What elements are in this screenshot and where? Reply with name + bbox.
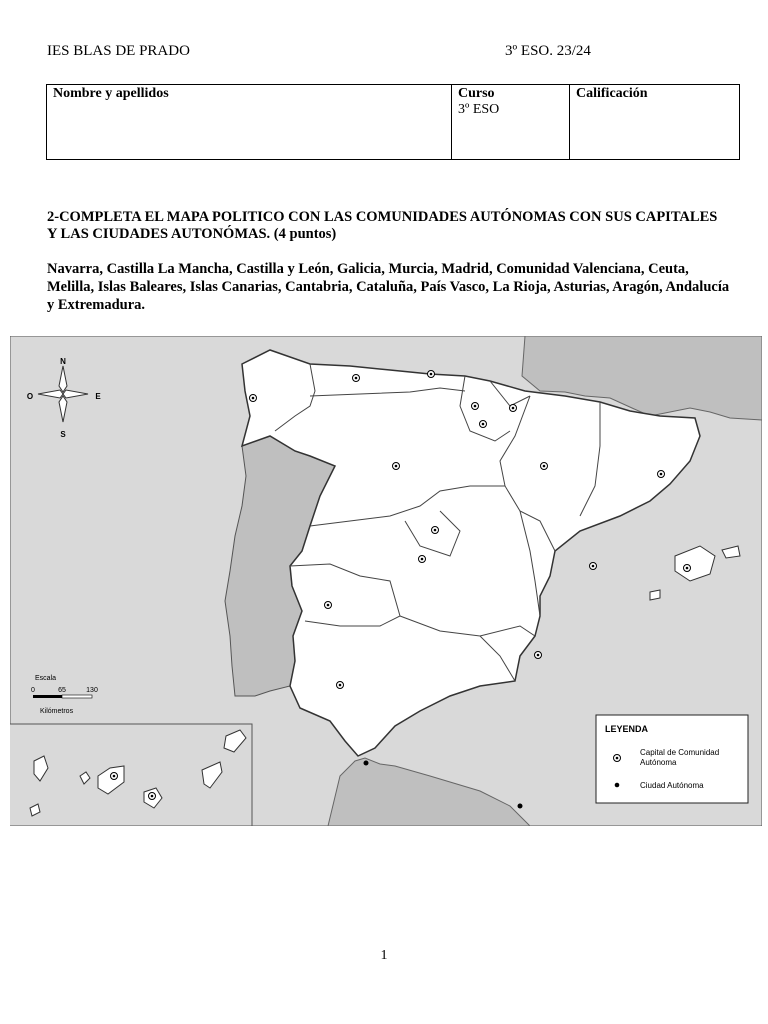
- capital-marker: [325, 602, 332, 609]
- capital-marker: [250, 395, 257, 402]
- capital-marker: [535, 652, 542, 659]
- student-info-table: [46, 84, 740, 160]
- compass-west: O: [26, 392, 34, 401]
- capital-marker: [590, 563, 597, 570]
- city-marker-ceuta: [364, 761, 369, 766]
- capital-marker: [393, 463, 400, 470]
- scale-tick: 65: [58, 687, 66, 694]
- course-label: Curso: [458, 86, 495, 101]
- name-label: Nombre y apellidos: [53, 86, 169, 101]
- course-value: 3º ESO: [458, 102, 500, 117]
- legend-capital: Capital de Comunidad: [640, 748, 720, 757]
- compass-south: S: [60, 430, 66, 439]
- grade-label: Calificación: [576, 86, 648, 101]
- capital-marker: [337, 682, 344, 689]
- legend-title: LEYENDA: [605, 724, 649, 734]
- compass-east: E: [95, 392, 101, 401]
- scale-unit: Kilómetros: [40, 708, 74, 715]
- capital-marker: [541, 463, 548, 470]
- scale-title: Escala: [35, 675, 57, 682]
- capital-marker: [510, 405, 517, 412]
- legend-city: Ciudad Autónoma: [640, 781, 704, 790]
- scale-tick: 130: [86, 687, 98, 694]
- capital-marker: [684, 565, 691, 572]
- page-number: 1: [380, 948, 388, 963]
- city-marker-melilla: [518, 804, 523, 809]
- capital-marker: [432, 527, 439, 534]
- capital-marker: [472, 403, 479, 410]
- capital-marker: [353, 375, 360, 382]
- legend-capital-cont: Autónoma: [640, 758, 677, 767]
- capital-marker: [480, 421, 487, 428]
- map-legend: [596, 715, 748, 803]
- grade-cell: [570, 85, 740, 160]
- capital-marker: [419, 556, 426, 563]
- regions-list: Navarra, Castilla La Mancha, Castilla y León, Galicia, Murcia, Madrid, Comunidad Valenciana, Ceuta, Melilla, Islas Baleares, Islas Canarias, Cantabria, Cataluña, País Vasco, La Rioja, Asturias, Aragón, Andalucía y Extremadura.: [47, 261, 730, 313]
- capital-marker: [428, 371, 435, 378]
- canarias-inset: [10, 724, 252, 826]
- spain-political-map: [10, 336, 762, 826]
- course-year: 3º ESO. 23/24: [505, 43, 591, 59]
- exercise-instruction: 2-COMPLETA EL MAPA POLITICO CON LAS COMUNIDADES AUTÓNOMAS CON SUS CAPITALES Y LAS CIUDADES AUTONÓMAS. (4 puntos): [47, 209, 718, 242]
- course-cell: [452, 85, 570, 160]
- scale-tick: 0: [31, 687, 35, 694]
- baleares-ibiza: [650, 590, 660, 600]
- capital-marker: [658, 471, 665, 478]
- name-cell[interactable]: [47, 85, 452, 160]
- school-name: IES BLAS DE PRADO: [47, 43, 190, 59]
- compass-north: N: [60, 357, 66, 366]
